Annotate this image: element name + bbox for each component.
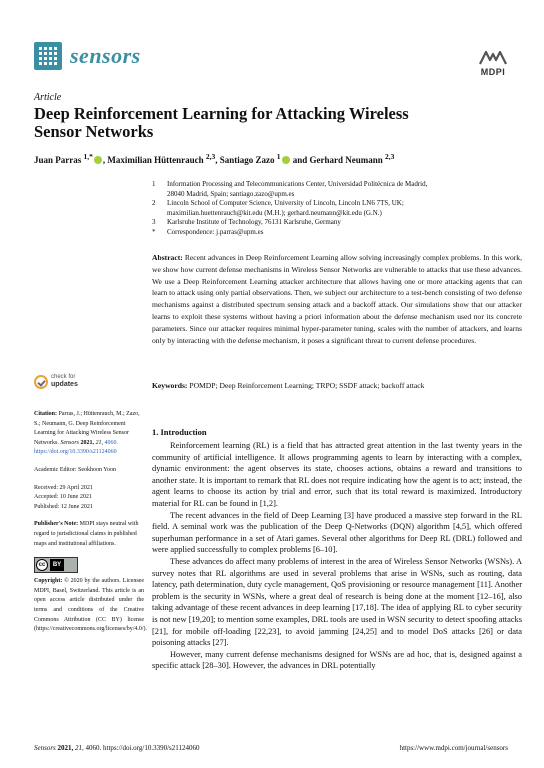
cc-icon: cc <box>36 559 48 571</box>
footer-citation <box>34 744 199 752</box>
affiliation-number: 3 <box>152 218 156 226</box>
footer-journal-link[interactable]: https://www.mdpi.com/journal/sensors <box>399 744 508 752</box>
affiliation-number: 1 <box>152 180 156 188</box>
affiliation-line: Karlsruhe Institute of Technology, 76131 Karlsruhe, Germany <box>167 218 341 226</box>
affiliation-item <box>152 218 522 228</box>
sensors-logo-icon <box>34 42 62 70</box>
affiliation-number: * <box>152 227 156 236</box>
check-updates-line: check for <box>51 374 76 380</box>
author-affiliation: 1,* <box>83 152 93 161</box>
author-name: Gerhard Neumann <box>309 155 383 165</box>
body-paragraph: Reinforcement learning (RL) is a field that has attracted great attention in the last twenty years in the community of artificial intelligence. It allows programming agents to learn by interacting with a complex, dynamic environment: the agent observes its state, chooses actions, obtains a reward and transitions to another state. It is important to remark that RL does not require indicating how the agent is to act; instead, the agent learns to choose its action by trial and error, such that its total reward is maximized. Introductory material for RL can be found in [1,2]. <box>152 441 522 508</box>
academic-editor: Academic Editor: Seokhoon Yoon <box>34 466 116 473</box>
body-paragraph: The recent advances in the field of Deep Learning [3] have produced a massive step forward in the RL field. A seminal work was the publication of the Deep Q-Networks (DQN) algorithm [4,5], which offered superhuman performance in a set of Atari games. Several other algorithms for Deep RL (DRL) followed and were applied successfully to complex problems [6–10]. <box>152 510 522 555</box>
author-list: Juan Parras $^{1,*}$ , Maximilian Hüttenrauch $^{2,3}$, Santiago Zazo $^1$ and Gerhard Neumann $^{2,3}$ <box>34 152 395 165</box>
author-name: Juan Parras <box>34 155 82 165</box>
accepted-date: Accepted: 10 June 2021 <box>34 494 92 501</box>
correspondence: Correspondence: j.parras@upm.es <box>167 227 264 236</box>
footer-journal: Sensors <box>34 744 56 752</box>
orcid-icon[interactable] <box>94 156 102 164</box>
check-updates-line: updates <box>51 381 78 388</box>
published-date: Published: 12 June 2021 <box>34 503 93 510</box>
author-name: Santiago Zazo <box>219 155 275 165</box>
author-name: Maximilian Hüttenrauch <box>107 155 204 165</box>
publisher-note-label: Publisher's Note: <box>34 521 79 528</box>
cc-by-license-icon[interactable] <box>34 557 78 573</box>
copyright-text: © 2020 by the authors. Licensee MDPI, Basel, Switzerland. This article is an open access article distributed under the terms and conditions of the Creative Commons Attribution (CC BY) license (https://creativecommons.org/licenses/by/4.0/). <box>34 578 148 633</box>
citation-volume: 21, <box>95 439 104 446</box>
publisher-note-text: MDPI stays neutral with regard to jurisdictional claims in published maps and institutional affiliations. <box>34 521 139 547</box>
author-conjunction: and <box>292 155 308 165</box>
citation-label: Citation: <box>34 411 57 417</box>
affiliation-item <box>152 228 522 238</box>
by-icon: BY <box>50 559 64 571</box>
article-type: Article <box>34 92 62 103</box>
abstract-text: Recent advances in Deep Reinforcement Learning allow solving increasingly complex problems. In this work, we show how current defense mechanisms in Wireless Sensor Networks are vulnerable to attacks that use these advances. We use a Deep Reinforcement Learning attacker architecture that allows having one or more attacking agents that can learn to attack using only partial observations. Then, we subject our architecture to a test-bench consisting of two defense mechanisms against a distributed spectrum sensing attack and a backoff attack. Our simulations show that our attacker learns to exploit these systems without having a priori information about the defense mechanism used nor its concrete parameters. Since our attacker requires minimal hyper-parameter tuning, scales with the number of attackers, and learns only by interacting with the defense mechanism, it poses a significant threat to current defense procedures. <box>152 253 522 345</box>
affiliations <box>152 180 522 237</box>
journal-name: sensors <box>70 43 141 68</box>
affiliation-item <box>152 180 522 199</box>
keywords-label: Keywords: <box>152 381 188 390</box>
footer-volume: 21, <box>75 744 84 752</box>
footer-doi-link[interactable]: 4060. https://doi.org/10.3390/s21124060 <box>85 744 200 752</box>
author-affiliation: 2,3 <box>385 152 395 161</box>
keywords-text: POMDP; Deep Reinforcement Learning; TRPO; SSDF attack; backoff attack <box>189 381 425 390</box>
author-affiliation: 2,3 <box>205 152 216 161</box>
affiliation-line: maximilian.huettenrauch@kit.edu (M.H.); gerhard.neumann@kit.edu (G.N.) <box>167 208 382 217</box>
mdpi-logo-icon <box>478 48 508 66</box>
body-paragraph: However, many current defense mechanisms designed for WSNs are ad hoc, that is, designed against a specific attack [28–30]. However, the advances in DRL potentially <box>152 649 522 671</box>
mdpi-logo <box>478 48 508 77</box>
citation-journal: Sensors <box>60 439 80 446</box>
left-sidebar <box>34 410 148 643</box>
citation-doi-link[interactable]: 4060. https://doi.org/10.3390/s21124060 <box>34 439 119 456</box>
abstract <box>152 252 522 346</box>
check-for-updates-button[interactable] <box>34 374 78 389</box>
citation-year: 2021, <box>80 439 95 446</box>
orcid-icon[interactable] <box>282 156 290 164</box>
affiliation-line: 28040 Madrid, Spain; santiago.zazo@upm.es <box>167 189 295 198</box>
footer-year: 2021, <box>57 744 74 752</box>
copyright <box>34 577 148 635</box>
copyright-label: Copyright: <box>34 578 63 585</box>
affiliation-line: Information Processing and Telecommunications Center, Universidad Politécnica de Madrid, <box>167 180 428 188</box>
body-text <box>152 440 522 672</box>
publisher-name: MDPI <box>480 67 506 77</box>
citation-text: Parras, J.; Hüttenrauch, M.; Zazo, S.; Neumann, G. Deep Reinforcement Learning for Attacking Wireless Sensor Networks. <box>34 411 140 446</box>
section-heading: 1. Introduction <box>152 427 207 437</box>
affiliation-number: 2 <box>152 199 156 207</box>
keywords <box>152 380 522 391</box>
publisher-note <box>34 520 144 549</box>
affiliation-line: Lincoln School of Computer Science, University of Lincoln, Lincoln LN6 7TS, UK; <box>167 199 404 207</box>
check-updates-icon <box>34 375 48 389</box>
paper-title: Deep Reinforcement Learning for Attacking Wireless Sensor Networks <box>34 104 409 141</box>
citation <box>34 410 144 458</box>
received-date: Received: 29 April 2021 <box>34 484 93 491</box>
author-affiliation: 1 <box>276 152 281 161</box>
affiliation-item <box>152 199 522 218</box>
abstract-label: Abstract: <box>152 253 183 262</box>
body-paragraph: These advances do affect many problems of interest in the area of Wireless Sensor Networks (WSNs). A survey notes that RL algorithms are used in several problems that arise in WSNs, such as routing, data latency, path determination, duty cycle management, QoS provisioning or resource management [11]. Another problem is the security in WSNs, where a great deal of research is being done at the moment [12–16], also taking advantage of these recent advances in deep learning [17,18]. The idea of applying RL to cyber security is not new [19,20]; to mention some examples, DRL tools are used in WSN security to detect spoofing attacks [21], for mobile off-loading [22,23], to avoid jamming [24,25] and to model DoS attacks [26] or data poisoning attacks [27]. <box>152 556 522 648</box>
